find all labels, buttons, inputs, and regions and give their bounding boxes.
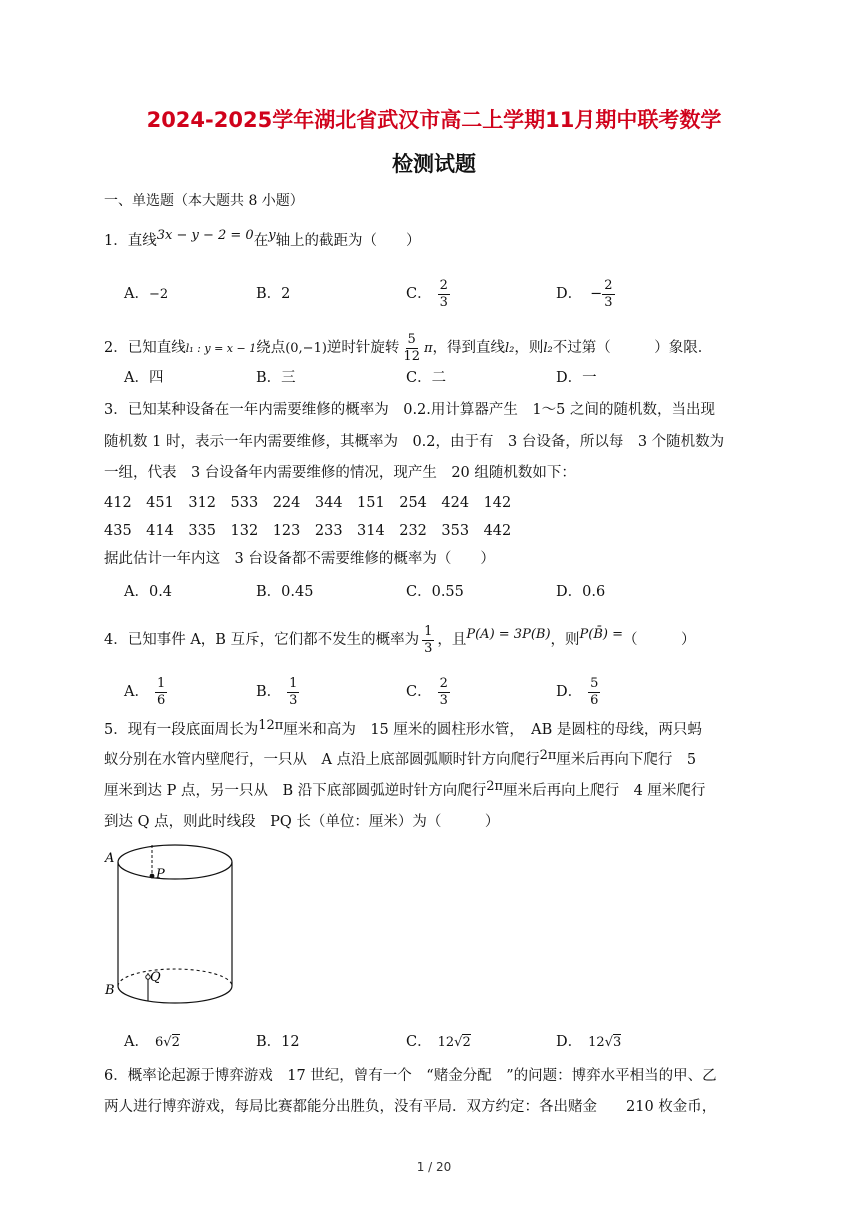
q6-line-2: 两人进行博弈游戏，每局比赛都能分出胜负，没有平局．双方约定：各出赌金 210 枚金币， [104, 1099, 717, 1115]
section-heading: 一、单选题（本大题共 8 小题） [104, 193, 304, 209]
q4-option-b: B． $\frac{1}{3}$ [256, 675, 298, 708]
q4-option-c: C． $\frac{2}{3}$ [406, 675, 448, 708]
question-1: 1．直线3x − y − 2 = 0在y轴上的截距为（ ） [104, 228, 421, 249]
q5-line-2: 蚁分别在水管内壁爬行，一只从 A 点沿上底部圆弧顺时针方向爬行2π厘米后再向下爬行 5 [104, 748, 697, 768]
q5-line-4: 到达 Q 点，则此时线段 PQ 长（单位：厘米）为（ ） [104, 814, 500, 830]
title-line-1: 2024-2025学年湖北省武汉市高二上学期11月期中联考数学 [146, 108, 722, 132]
label-p: P [156, 867, 165, 882]
q5-option-a: A． 6√2 [124, 1034, 180, 1050]
q2-option-c: C．二 [406, 370, 447, 386]
q4-option-d: D． $\frac{5}{6}$ [556, 675, 599, 708]
q3-option-a: A．0.4 [124, 584, 173, 600]
q5-line-3: 厘米到达 P 点，另一只从 B 沿下底部圆弧逆时针方向爬行2π厘米后再向上爬行 4 厘米爬行 [104, 779, 706, 799]
label-a: A [105, 851, 115, 866]
q3-option-d: D．0.6 [556, 584, 606, 600]
q1-option-a: A．−2 [124, 286, 169, 302]
label-b: B [105, 983, 115, 998]
q3-option-c: C．0.55 [406, 584, 464, 600]
q2-option-d: D．一 [556, 370, 597, 386]
page-number: 1 / 20 [416, 1160, 452, 1174]
label-q: Q [150, 970, 161, 985]
q3-line-3: 一组，代表 3 台设备年内需要维修的情况，现产生 20 组随机数如下： [104, 465, 576, 481]
question-4: 4．已知事件 A，B 互斥，它们都不发生的概率为 $\frac{1}{3}$ ，且P(A) = 3P(B)，则P(B̄) =（ ） [104, 623, 696, 656]
q3-option-b: B．0.45 [256, 584, 314, 600]
q1-option-c: C． $\frac{2}{3}$ [406, 277, 448, 310]
cylinder-figure [100, 838, 240, 1018]
question-2: 2．已知直线l₁ : y = x − 1绕点(0,−1)逆时针旋转 $\frac{5}{12}$ π，得到直线l₂，则l₂不过第（ ）象限． [104, 331, 713, 364]
q3-line-4: 据此估计一年内这 3 台设备都不需要维修的概率为（ ） [104, 551, 495, 567]
q3-line-2: 随机数 1 时，表示一年内需要维修，其概率为 0.2，由于有 3 台设备，所以每 3 个随机数为 [104, 434, 725, 450]
q1-option-d: D． − $\frac{2}{3}$ [556, 277, 613, 310]
title-line-2: 检测试题 [392, 152, 476, 176]
q6-line-1: 6．概率论起源于博弈游戏 17 世纪，曾有一个 “赌金分配 ”的问题：博弈水平相当的甲、乙 [104, 1068, 717, 1084]
q5-line-1: 5．现有一段底面周长为12π厘米和高为 15 厘米的圆柱形水管， AB 是圆柱的母线，两只蚂 [104, 718, 702, 738]
q5-option-c: C． 12√2 [406, 1034, 471, 1050]
q5-option-d: D． 12√3 [556, 1034, 622, 1050]
q4-option-a: A． $\frac{1}{6}$ [124, 675, 166, 708]
q5-option-b: B．12 [256, 1034, 300, 1050]
q2-option-a: A．四 [124, 370, 164, 386]
q3-random-numbers-2: 435 414 335 132 123 233 314 232 353 442 [104, 523, 512, 539]
q3-random-numbers-1: 412 451 312 533 224 344 151 254 424 142 [104, 495, 512, 511]
q2-option-b: B．三 [256, 370, 296, 386]
q1-option-b: B．2 [256, 286, 291, 302]
q3-line-1: 3．已知某种设备在一年内需要维修的概率为 0.2.用计算器产生 1～5 之间的随机数，当出现 [104, 402, 715, 418]
